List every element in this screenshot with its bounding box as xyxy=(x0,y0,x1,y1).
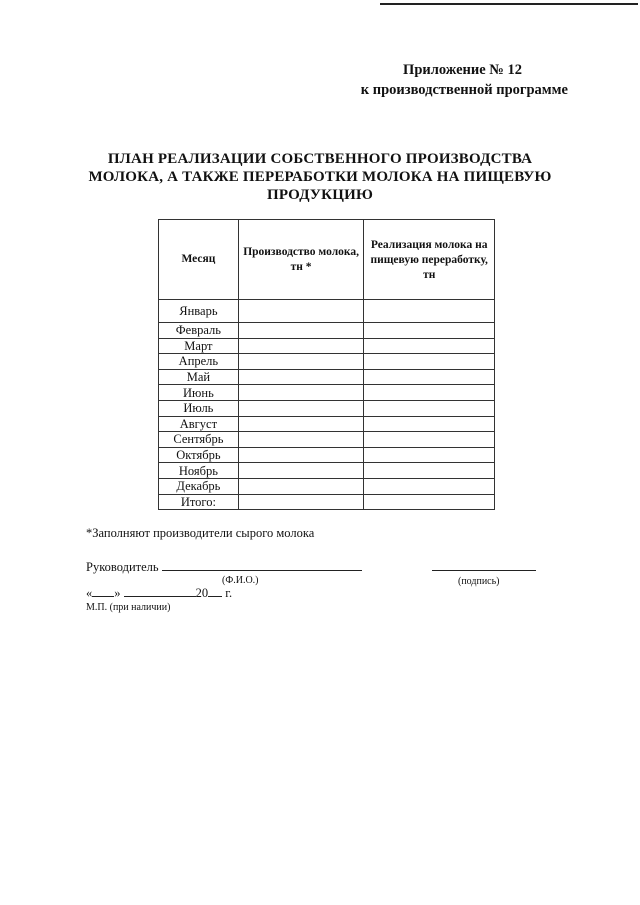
table-row xyxy=(159,494,495,510)
production-cell[interactable] xyxy=(238,463,364,479)
sales-cell[interactable] xyxy=(364,463,495,479)
date-quote-open: « xyxy=(86,586,93,600)
title-line-1: ПЛАН РЕАЛИЗАЦИИ СОБСТВЕННОГО ПРОИЗВОДСТВА xyxy=(107,151,533,167)
table-header-row xyxy=(159,220,495,300)
year-suffix: г. xyxy=(225,586,233,600)
plan-table-body xyxy=(159,300,495,510)
year-blank[interactable] xyxy=(208,596,222,597)
table-row xyxy=(159,323,495,339)
production-cell[interactable] xyxy=(238,494,364,510)
production-cell[interactable] xyxy=(238,432,364,448)
sign-line xyxy=(432,560,536,575)
header-production: Производство молока, тн * xyxy=(238,220,364,300)
appendix-number: Приложение № 12 xyxy=(403,62,522,78)
sales-cell[interactable] xyxy=(364,354,495,370)
table-row xyxy=(159,338,495,354)
production-cell[interactable] xyxy=(238,478,364,494)
month-cell: Сентябрь xyxy=(159,432,239,448)
appendix-program: к производственной программе xyxy=(360,82,568,98)
day-blank[interactable] xyxy=(92,596,114,597)
sign-caption: (подпись) xyxy=(458,576,500,587)
table-row xyxy=(159,400,495,416)
appendix-header xyxy=(361,60,568,100)
date-line xyxy=(86,586,232,601)
month-cell: Октябрь xyxy=(159,447,239,463)
table-row xyxy=(159,369,495,385)
header-sales: Реализация молока на пищевую переработку, тн xyxy=(364,220,495,300)
sales-cell[interactable] xyxy=(364,494,495,510)
month-cell: Апрель xyxy=(159,354,239,370)
month-cell: Март xyxy=(159,338,239,354)
sales-cell[interactable] xyxy=(364,478,495,494)
year-prefix: 20 xyxy=(195,586,209,600)
month-cell: Февраль xyxy=(159,323,239,339)
production-cell[interactable] xyxy=(238,338,364,354)
month-cell: Итого: xyxy=(159,494,239,510)
table-row xyxy=(159,478,495,494)
signature-blank[interactable] xyxy=(432,570,536,571)
production-cell[interactable] xyxy=(238,416,364,432)
head-signature-line xyxy=(86,560,362,575)
month-cell: Август xyxy=(159,416,239,432)
head-label: Руководитель xyxy=(86,560,159,574)
sales-cell[interactable] xyxy=(364,385,495,401)
sales-cell[interactable] xyxy=(364,416,495,432)
fio-blank[interactable] xyxy=(162,570,362,571)
month-cell: Ноябрь xyxy=(159,463,239,479)
month-cell: Январь xyxy=(159,300,239,323)
table-row xyxy=(159,416,495,432)
sales-cell[interactable] xyxy=(364,300,495,323)
table-row xyxy=(159,300,495,323)
production-cell[interactable] xyxy=(238,323,364,339)
production-cell[interactable] xyxy=(238,369,364,385)
production-cell[interactable] xyxy=(238,300,364,323)
month-blank[interactable] xyxy=(124,596,196,597)
date-quote-close: » xyxy=(114,586,121,600)
plan-table xyxy=(158,219,495,510)
sales-cell[interactable] xyxy=(364,432,495,448)
month-cell: Июнь xyxy=(159,385,239,401)
title-line-3: ПРОДУКЦИЮ xyxy=(266,187,374,203)
table-row xyxy=(159,463,495,479)
production-cell[interactable] xyxy=(238,354,364,370)
month-cell: Июль xyxy=(159,400,239,416)
table-row xyxy=(159,432,495,448)
sales-cell[interactable] xyxy=(364,323,495,339)
sales-cell[interactable] xyxy=(364,369,495,385)
sales-cell[interactable] xyxy=(364,338,495,354)
sales-cell[interactable] xyxy=(364,447,495,463)
month-cell: Май xyxy=(159,369,239,385)
title-line-2: МОЛОКА, А ТАКЖЕ ПЕРЕРАБОТКИ МОЛОКА НА ПИЩЕВУЮ xyxy=(88,169,552,185)
production-cell[interactable] xyxy=(238,447,364,463)
scan-edge-line xyxy=(380,3,638,5)
production-cell[interactable] xyxy=(238,385,364,401)
document-title xyxy=(80,150,560,204)
table-row xyxy=(159,354,495,370)
sales-cell[interactable] xyxy=(364,400,495,416)
stamp-note: М.П. (при наличии) xyxy=(86,602,171,613)
header-month: Месяц xyxy=(159,220,239,300)
production-cell[interactable] xyxy=(238,400,364,416)
fio-caption: (Ф.И.О.) xyxy=(222,575,259,586)
table-row xyxy=(159,385,495,401)
month-cell: Декабрь xyxy=(159,478,239,494)
table-row xyxy=(159,447,495,463)
footnote: *Заполняют производители сырого молока xyxy=(86,526,315,540)
